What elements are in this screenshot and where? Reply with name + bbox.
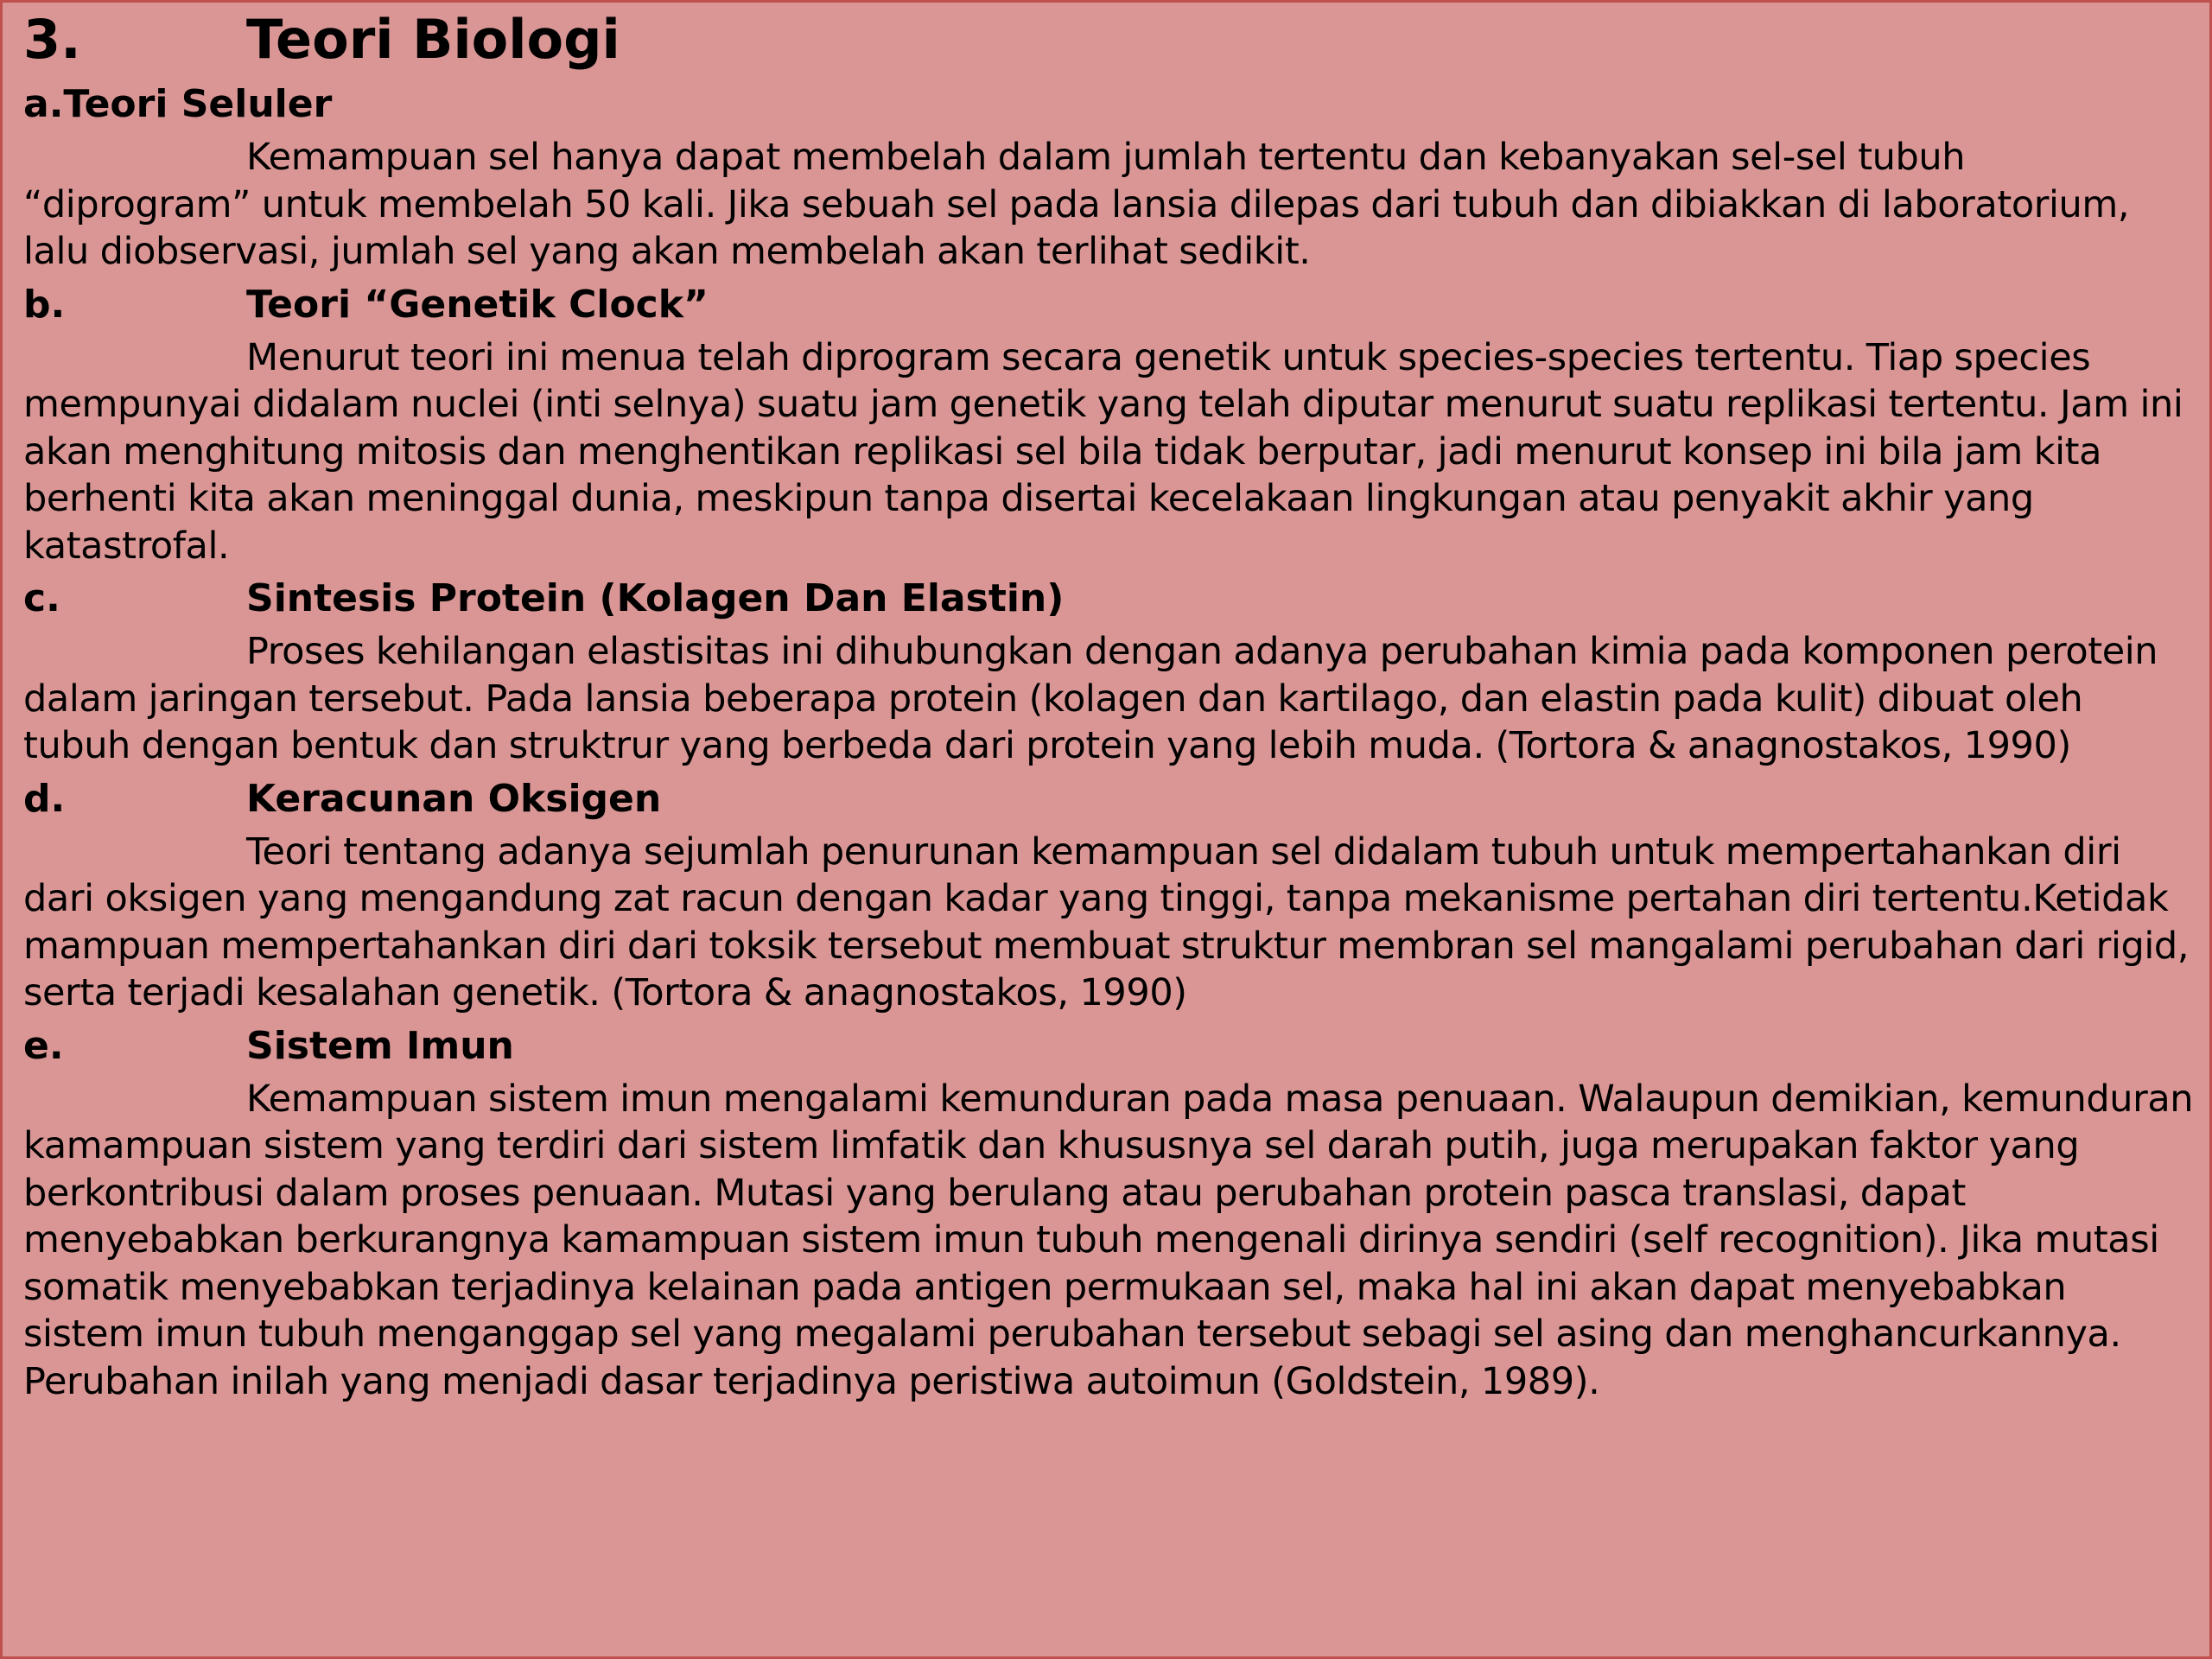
section-letter: b. (23, 282, 66, 327)
slide-title (23, 4, 2196, 75)
section-sistem-imun (23, 1017, 2196, 1406)
section-body: Teori tentang adanya sejumlah penurunan kemampuan sel didalam tubuh untuk mempertahankan diri dari oksigen yang mengandung zat racun dengan kadar yang tinggi, tanpa mekanisme pertahan diri tertentu.Ketidak mampuan mempertahankan diri dari toksik tersebut membuat struktur membran sel mangalami perubahan dari rigid, serta terjadi kesalahan genetik. (Tortora & anagnostakos, 1990) (23, 830, 2190, 1014)
section-letter: a. (23, 82, 64, 126)
section-heading (23, 1017, 2196, 1076)
section-heading-text: Teori “Genetik Clock” (246, 282, 709, 327)
section-heading (23, 276, 2196, 334)
section-body: Kemampuan sistem imun mengalami kemunduran pada masa penuaan. Walaupun demikian, kemunduran kamampuan sistem yang terdiri dari sistem limfatik dan khususnya sel darah putih, juga merupakan faktor yang berkontribusi dalam proses penuaan. Mutasi yang berulang atau perubahan protein pasca translasi, dapat menyebabkan berkurangnya kamampuan sistem imun tubuh mengenali dirinya sendiri (self recognition). Jika mutasi somatik menyebabkan terjadinya kelainan pada antigen permukaan sel, maka hal ini akan dapat menyebabkan sistem imun tubuh menganggap sel yang megalami perubahan tersebut sebagi sel asing dan menghancurkannya. Perubahan inilah yang menjadi dasar terjadinya peristiwa autoimun (Goldstein, 1989). (23, 1077, 2194, 1403)
title-text: Teori Biologi (246, 8, 620, 71)
section-heading (23, 75, 2196, 134)
section-heading (23, 569, 2196, 628)
section-sintesis-protein (23, 569, 2196, 770)
section-heading (23, 770, 2196, 829)
section-genetik-clock (23, 276, 2196, 570)
section-body: Kemampuan sel hanya dapat membelah dalam jumlah tertentu dan kebanyakan sel-sel tubuh “diprogram” untuk membelah 50 kali. Jika sebuah sel pada lansia dilepas dari tubuh dan dibiakkan di laboratorium, lalu diobservasi, jumlah sel yang akan membelah akan terlihat sedikit. (23, 136, 2130, 273)
section-body: Proses kehilangan elastisitas ini dihubungkan dengan adanya perubahan kimia pada komponen perotein dalam jaringan tersebut. Pada lansia beberapa protein (kolagen dan kartilago, dan elastin pada kulit) dibuat oleh tubuh dengan bentuk dan struktrur yang berbeda dari protein yang lebih muda. (Tortora & anagnostakos, 1990) (23, 630, 2158, 767)
title-number: 3. (23, 8, 81, 71)
section-heading-text: Teori Seluler (63, 82, 333, 126)
section-heading-text: Keracunan Oksigen (246, 776, 662, 821)
section-teori-seluler (23, 75, 2196, 276)
section-keracunan-oksigen (23, 770, 2196, 1017)
section-letter: d. (23, 776, 66, 821)
section-body: Menurut teori ini menua telah diprogram secara genetik untuk species-species tertentu. Tiap species mempunyai didalam nuclei (inti selnya) suatu jam genetik yang telah diputar menurut suatu replikasi tertentu. Jam ini akan menghitung mitosis dan menghentikan replikasi sel bila tidak berputar, jadi menurut konsep ini bila jam kita berhenti kita akan meninggal dunia, meskipun tanpa disertai kecelakaan lingkungan atau penyakit akhir yang katastrofal. (23, 335, 2183, 568)
section-heading-text: Sistem Imun (246, 1023, 514, 1068)
section-heading-text: Sintesis Protein (Kolagen Dan Elastin) (246, 576, 1065, 620)
section-letter: c. (23, 576, 60, 620)
section-letter: e. (23, 1023, 64, 1068)
